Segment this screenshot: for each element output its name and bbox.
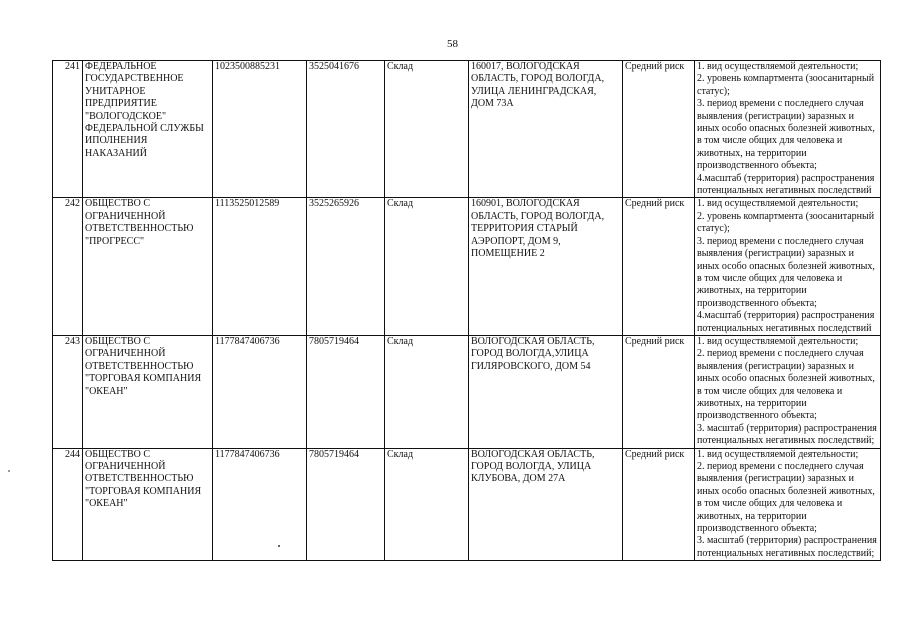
object-type-cell: Склад [385,448,469,561]
risk-criteria-cell [695,198,881,335]
row-number-cell: 242 [53,198,83,335]
criteria-item: 2. период времени с последнего случая выявления (регистрации) заразных и иных особо опасных болезней животных, в том числе общих для человека и животных, на территории производственного объекта; [697,461,875,535]
stray-dot-mark [278,545,280,547]
criteria-item: 1. вид осуществляемой деятельности; [697,335,859,347]
table-row [53,61,881,198]
criteria-item: 3. период времени с последнего случая выявления (регистрации) заразных и иных особо опасных болезней животных, в том числе общих для человека и животных, на территории производственного объекта; [697,235,875,309]
criteria-item: 3. период времени с последнего случая выявления (регистрации) заразных и иных особо опасных болезней животных, в том числе общих для человека и животных, на территории производственного объекта; [697,98,875,172]
scan-edge-mark [8,470,10,472]
criteria-item: 1. вид осуществляемой деятельности; [697,448,859,460]
criteria-item: 1. вид осуществляемой деятельности; [697,198,859,210]
risk-criteria-cell [695,61,881,198]
table-row [53,448,881,561]
page-number: 58 [447,38,458,50]
criteria-item: 4.масштаб (территория) распространения потенциальных негативных последствий [697,310,875,334]
table-row [53,198,881,335]
row-number-cell: 244 [53,448,83,561]
criteria-item: 2. уровень компартмента (зоосанитарный статус); [697,210,875,235]
criteria-item: 4.масштаб (территория) распространения потенциальных негативных последствий [697,172,875,197]
criteria-item: 2. период времени с последнего случая выявления (регистрации) заразных и иных особо опасных болезней животных, в том числе общих для человека и животных, на территории производственного объекта; [697,348,875,422]
organization-name-cell: ОБЩЕСТВО С ОГРАНИЧЕННОЙ ОТВЕТСТВЕННОСТЬЮ "ПРОГРЕСС" [83,198,213,335]
organization-name-cell: ФЕДЕРАЛЬНОЕ ГОСУДАРСТВЕННОЕ УНИТАРНОЕ ПРЕДПРИЯТИЕ "ВОЛОГОДСКОЕ" ФЕДЕРАЛЬНОЙ СЛУЖБЫ ИПОЛНЕНИЯ НАКАЗАНИЙ [83,61,213,198]
inn-cell: 7805719464 [307,335,385,448]
inn-cell: 3525265926 [307,198,385,335]
object-type-cell: Склад [385,335,469,448]
row-number-cell: 241 [53,61,83,198]
row-number-cell: 243 [53,335,83,448]
risk-category-cell: Средний риск [623,335,695,448]
ogrn-cell: 1023500885231 [213,61,307,198]
address-cell: 160017, ВОЛОГОДСКАЯ ОБЛАСТЬ, ГОРОД ВОЛОГДА, УЛИЦА ЛЕНИНГРАДСКАЯ, ДОМ 73А [469,61,623,198]
object-type-cell: Склад [385,198,469,335]
ogrn-cell: 1177847406736 [213,448,307,561]
criteria-item: 3. масштаб (территория) распространения потенциальных негативных последствий; [697,422,877,447]
inn-cell: 7805719464 [307,448,385,561]
ogrn-cell: 1113525012589 [213,198,307,335]
criteria-item: 3. масштаб (территория) распространения потенциальных негативных последствий; [697,535,877,559]
address-cell: 160901, ВОЛОГОДСКАЯ ОБЛАСТЬ, ГОРОД ВОЛОГДА, ТЕРРИТОРИЯ СТАРЫЙ АЭРОПОРТ, ДОМ 9, ПОМЕЩЕНИЕ 2 [469,198,623,335]
criteria-item: 2. уровень компартмента (зоосанитарный статус); [697,73,875,97]
table-row [53,335,881,448]
address-cell: ВОЛОГОДСКАЯ ОБЛАСТЬ, ГОРОД ВОЛОГДА,УЛИЦА ГИЛЯРОВСКОГО, ДОМ 54 [469,335,623,448]
organization-name-cell: ОБЩЕСТВО С ОГРАНИЧЕННОЙ ОТВЕТСТВЕННОСТЬЮ "ТОРГОВАЯ КОМПАНИЯ "ОКЕАН" [83,448,213,561]
address-cell: ВОЛОГОДСКАЯ ОБЛАСТЬ, ГОРОД ВОЛОГДА, УЛИЦА КЛУБОВА, ДОМ 27А [469,448,623,561]
organization-name-cell: ОБЩЕСТВО С ОГРАНИЧЕННОЙ ОТВЕТСТВЕННОСТЬЮ "ТОРГОВАЯ КОМПАНИЯ "ОКЕАН" [83,335,213,448]
registry-table [52,60,881,561]
object-type-cell: Склад [385,61,469,198]
ogrn-cell: 1177847406736 [213,335,307,448]
registry-body [53,61,881,561]
risk-category-cell: Средний риск [623,448,695,561]
risk-criteria-cell [695,448,881,561]
risk-category-cell: Средний риск [623,61,695,198]
inn-cell: 3525041676 [307,61,385,198]
criteria-item: 1. вид осуществляемой деятельности; [697,61,859,72]
risk-category-cell: Средний риск [623,198,695,335]
risk-criteria-cell [695,335,881,448]
